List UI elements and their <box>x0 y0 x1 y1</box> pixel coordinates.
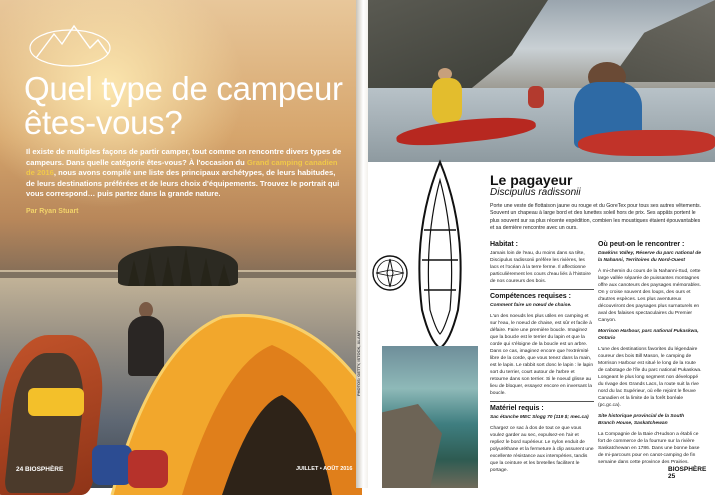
page-number-left: 24 BIOSPHÈRE <box>16 466 64 473</box>
where-heading: Où peut-on le rencontrer : <box>598 241 685 248</box>
latin-name: Discipulus radissonii <box>490 187 581 198</box>
gear-text: Chargez ce sac à dos de tout ce que vous voulez garder au sec, expulsez-en l'air et repliez le bord supérieur. Le nylon enduit de polyuréthane et la fermeture à clip assurent une excellente résistance aux intempéries, tandis que la ceinture et les bretelles facilitent le portage. <box>490 426 594 473</box>
distant-paddler <box>528 86 544 108</box>
column-right <box>598 241 702 470</box>
right-page <box>356 0 715 488</box>
cliff-left <box>368 0 548 92</box>
tree-shape <box>180 248 192 286</box>
canoe-photo <box>368 0 715 162</box>
skills-subheading: Comment faire un nœud de chaise. <box>490 303 572 308</box>
blue-dry-bag <box>92 445 132 485</box>
divider <box>490 401 594 402</box>
where-3-text: La Compagnie de la Baie d'Hudson a établi ce fort de commerce de la fourrure sur la rivière Saskatchewan en 1786. Dans une bonne base de mi-parcours pour en canot-camping de fin semaine dans cette province des Prairies. <box>598 432 700 465</box>
column-left <box>490 241 594 478</box>
paddler-yellow-jacket <box>432 78 462 124</box>
skills-text: L'un des noeuds les plus utiles en camping et sur l'eau, le noeud de chaise, est sûr et facile à défaire. Faire une première boucle. Imaginez que la boucle est le terrier du lapin et que la corde qui s'éloigne de la boucle est un arbre. Dans ce cas, imaginez encore que l'extrémité libre de la corde, que vous tenez dans la main, est le lapin. Le rabbit sort donc le lapin : le lapin sort du terrier, court autour de l'arbre et retourne dans son terrier. Si le noeud glisse au lieu de bloquer, essayez encore en inversant la boucle. <box>490 314 594 396</box>
mountain-sketch-icon <box>28 20 112 68</box>
skills-heading: Compétences requises : <box>490 293 571 300</box>
canoe-illustration-icon <box>408 160 472 350</box>
gear-subheading: Sac étanche MEC Slogg 70 (119 $; mec.ca) <box>490 415 589 420</box>
tree-shape <box>128 260 140 286</box>
lead-paragraph: Porte une veste de flottaison jaune ou rouge et du GoreTex pour tous ses autres vêtements. Souvent un chapeau à large bord et des lunettes soleil hors de prix. Ses appâts portent le plus souvent sur sa plus récente expédition, combien les moustiques étaient épouvantables et sa dernière rencontre avec un ours. <box>490 203 702 232</box>
red-dry-bag <box>128 450 168 488</box>
habitat-text: Jamais loin de l'eau, du moins dans sa tête, Discipulus radissonii préfère les rivières, les lacs et l'océan à la terre ferme. Il affectionne particulièrement les cours d'eau liés à l'histoire de nos coureurs des bois. <box>490 251 591 284</box>
compass-icon <box>370 253 410 293</box>
where-2-subheading: Morrison Harbour, parc national Pukaskwa, Ontario <box>598 329 699 341</box>
event-highlight: Grand camping canadien de 2016 <box>26 157 338 178</box>
section-heading: Le pagayeur <box>490 172 573 188</box>
where-2-text: L'une des destinations favorites du légendaire coureur des bois Bill Mason, le camping de Morrison Harbour est situé le long de la route de cabotage de l'île du parc national Pukaskwa. Longeant le plus long segment non développé du rivage des Grands Lacs, la route suit la rive nord du lac Supérieur, où elle rejoint le fleuve Canadien et la limite de la forêt boréale (pc.gc.ca). <box>598 347 702 408</box>
life-jacket <box>28 388 84 416</box>
where-1-subheading: Dawkins Valley, Réserve du parc national de la Nahanni, Territoires du Nord-Ouest <box>598 251 701 263</box>
article-title: Quel type de campeur êtes-vous? <box>24 70 343 141</box>
where-1-text: À mi-chemin du cours de la Nahanni-Sud, cette large vallée séparée de puissantes montagnes offre aux canoteurs des paysages mémorables. On y croise souvent des loups, des ours et d'autres espèces. Les plus aventureux découvriront des paysages plus surnaturels en aval des falaises spectaculaires du Premier Canyon. <box>598 269 701 323</box>
page-number-right: BIOSPHÈRE 25 <box>668 466 707 480</box>
byline: Par Ryan Stuart <box>26 208 79 215</box>
left-page <box>0 0 356 488</box>
red-canoe-right <box>578 130 715 156</box>
where-3-subheading: Site historique provincial de la South Branch House, Saskatchewan <box>598 414 685 426</box>
magazine-spine <box>356 0 368 488</box>
photo-credit: PHOTOS: GETTY, ISTOCK, ALAMY <box>356 330 361 396</box>
issue-date: JUILLET • AOÛT 2016 <box>296 466 353 472</box>
article-intro: Il existe de multiples façons de partir camper, tout comme on rencontre divers types de campeurs. Dans quelle catégorie êtes-vous? À l'occasion du Grand camping canadien de 2016, nous avons compilé une liste des principaux archétypes, de leurs habitudes, de leurs destinations préférées et de leurs choix d'équipements. Trouvez le portrait qui vous correspond… puis partez dans la grande nature. <box>26 147 342 199</box>
tree-island <box>118 246 238 286</box>
divider <box>490 289 594 290</box>
tree-shape <box>144 252 156 286</box>
tree-shape <box>162 256 174 286</box>
habitat-heading: Habitat : <box>490 241 518 248</box>
tree-shape <box>200 258 212 286</box>
cliff-right <box>538 0 715 82</box>
tree-shape <box>218 264 230 286</box>
gear-heading: Matériel requis : <box>490 405 544 412</box>
